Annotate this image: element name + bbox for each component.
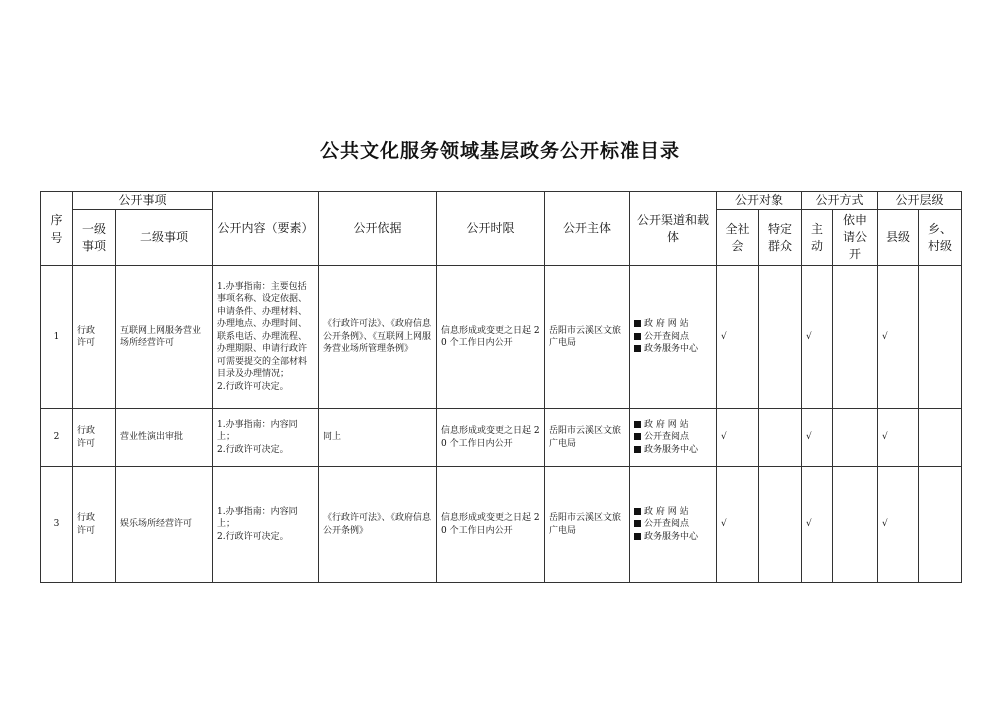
row-mode-request — [833, 467, 878, 583]
row-subject: 岳阳市云溪区文旅广电局 — [545, 409, 630, 467]
row-level-county: √ — [878, 467, 919, 583]
row-channels: 政 府 网 站 公开查阅点 政务服务中心 — [630, 266, 717, 409]
row-subject: 岳阳市云溪区文旅广电局 — [545, 266, 630, 409]
row-mode-request — [833, 409, 878, 467]
row-level1: 行政许可 — [73, 266, 116, 409]
row-level2: 互联网上网服务营业场所经营许可 — [116, 266, 213, 409]
row-basis: 《行政许可法》、《政府信息公开条例》 — [319, 467, 437, 583]
row-level-town — [919, 409, 962, 467]
row-level1: 行政许可 — [73, 467, 116, 583]
document-title: 公共文化服务领域基层政务公开标准目录 — [319, 140, 680, 162]
header-mode-group: 公开方式 — [802, 192, 878, 210]
row-mode-active: √ — [802, 467, 833, 583]
row-timelimit: 信息形成或变更之日起 20 个工作日内公开 — [437, 266, 545, 409]
row-seq: 2 — [41, 409, 73, 467]
header-subject: 公开主体 — [545, 192, 630, 266]
header-content: 公开内容（要素） — [213, 192, 319, 266]
header-basis: 公开依据 — [319, 192, 437, 266]
row-channels: 政 府 网 站 公开查阅点 政务服务中心 — [630, 467, 717, 583]
row-level2: 营业性演出审批 — [116, 409, 213, 467]
row-content: 1.办事指南：主要包括事项名称、设定依据、申请条件、办理材料、办理地点、办理时间、联系电话、办理流程、办理期限、申请行政许可需要提交的全部材料目录及办理情况； 2.行政许可决定。 — [213, 266, 319, 409]
row-basis: 《行政许可法》、《政府信息公开条例》、《互联网上网服务营业场所管理条例》 — [319, 266, 437, 409]
table-row — [41, 266, 962, 409]
row-content: 1.办事指南：内容同上； 2.行政许可决定。 — [213, 409, 319, 467]
header-target-specific: 特定群众 — [759, 210, 802, 266]
row-mode-active: √ — [802, 409, 833, 467]
row-timelimit: 信息形成或变更之日起 20 个工作日内公开 — [437, 467, 545, 583]
header-level-town: 乡、村级 — [919, 210, 962, 266]
row-channels: 政 府 网 站 公开查阅点 政务服务中心 — [630, 409, 717, 467]
header-target-all: 全社会 — [717, 210, 759, 266]
header-channel: 公开渠道和载体 — [630, 192, 717, 266]
catalog-table — [40, 191, 962, 583]
header-mode-request: 依申请公开 — [833, 210, 878, 266]
table-row — [41, 467, 962, 583]
row-subject: 岳阳市云溪区文旅广电局 — [545, 467, 630, 583]
header-target-group: 公开对象 — [717, 192, 802, 210]
row-timelimit: 信息形成或变更之日起 20 个工作日内公开 — [437, 409, 545, 467]
header-mode-active: 主动 — [802, 210, 833, 266]
row-level-county: √ — [878, 266, 919, 409]
row-seq: 1 — [41, 266, 73, 409]
header-level-county: 县级 — [878, 210, 919, 266]
row-level1: 行政许可 — [73, 409, 116, 467]
row-target-specific — [759, 409, 802, 467]
header-level2: 二级事项 — [116, 210, 213, 266]
row-mode-active: √ — [802, 266, 833, 409]
row-target-specific — [759, 266, 802, 409]
row-level-county: √ — [878, 409, 919, 467]
row-mode-request — [833, 266, 878, 409]
header-seq: 序号 — [41, 192, 73, 266]
row-target-all: √ — [717, 467, 759, 583]
row-basis: 同上 — [319, 409, 437, 467]
row-seq: 3 — [41, 467, 73, 583]
row-target-specific — [759, 467, 802, 583]
row-level-town — [919, 467, 962, 583]
header-timelimit: 公开时限 — [437, 192, 545, 266]
header-level1: 一级事项 — [73, 210, 116, 266]
header-level-group: 公开层级 — [878, 192, 962, 210]
row-content: 1.办事指南：内容同上； 2.行政许可决定。 — [213, 467, 319, 583]
row-target-all: √ — [717, 409, 759, 467]
table-row — [41, 409, 962, 467]
row-target-all: √ — [717, 266, 759, 409]
row-level2: 娱乐场所经营许可 — [116, 467, 213, 583]
row-level-town — [919, 266, 962, 409]
header-matter-group: 公开事项 — [73, 192, 213, 210]
